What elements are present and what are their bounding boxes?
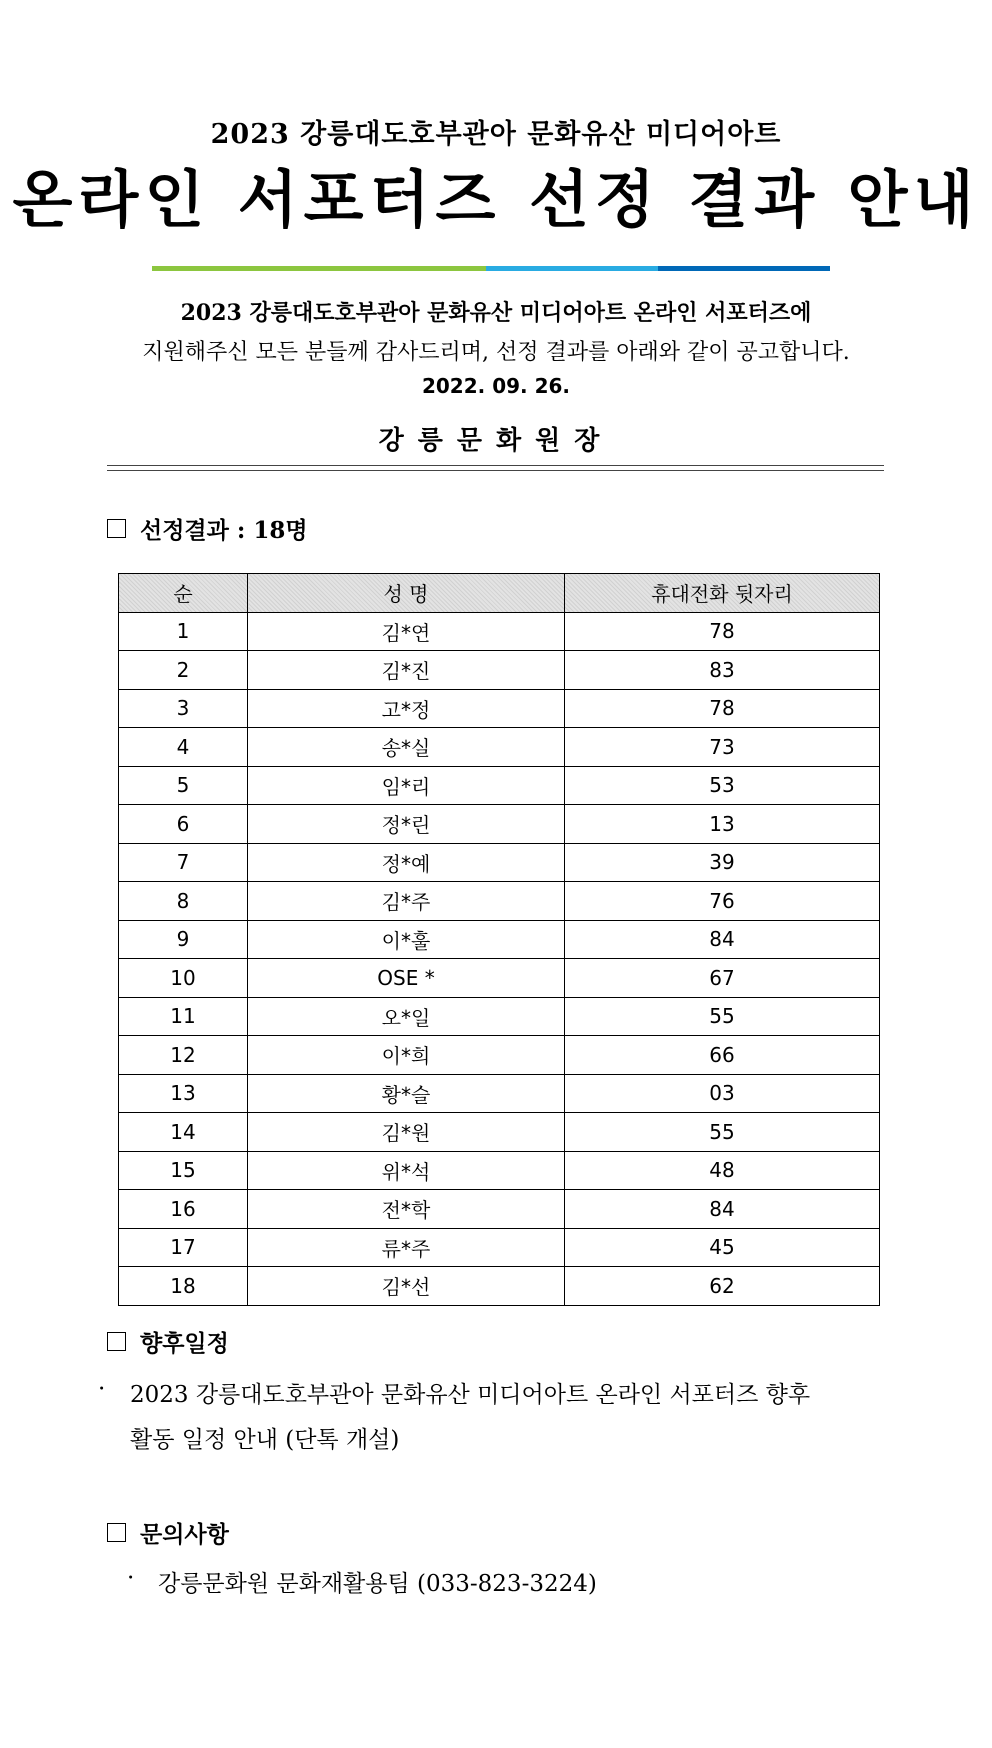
cell-name: 정*린 bbox=[248, 805, 565, 844]
schedule-heading bbox=[107, 1325, 229, 1358]
table-row bbox=[119, 1113, 880, 1152]
checkbox-square-icon bbox=[107, 1523, 126, 1542]
cell-number: 13 bbox=[119, 1074, 248, 1113]
results-heading-text: 선정결과 : 18명 bbox=[140, 517, 308, 544]
document-title: 온라인 서포터즈 선정 결과 안내 bbox=[12, 163, 980, 236]
table-row bbox=[119, 1190, 880, 1229]
cell-name: OSE * bbox=[248, 959, 565, 998]
cell-phone-digits: 45 bbox=[565, 1228, 880, 1267]
cell-name: 김*원 bbox=[248, 1113, 565, 1152]
schedule-line-1: 2023 강릉대도호부관아 문화유산 미디어아트 온라인 서포터즈 향후 bbox=[130, 1382, 811, 1408]
table-row bbox=[119, 1074, 880, 1113]
cell-name: 고*정 bbox=[248, 689, 565, 728]
schedule-line-2: 활동 일정 안내 (단톡 개설) bbox=[130, 1427, 400, 1453]
cell-number: 1 bbox=[119, 612, 248, 651]
cell-phone-digits: 84 bbox=[565, 1190, 880, 1229]
signature: 강릉문화원장 bbox=[378, 426, 614, 456]
accent-bar-green bbox=[152, 266, 486, 271]
intro-line-2: 지원해주신 모든 분들께 감사드리며, 선정 결과를 아래와 같이 공고합니다. bbox=[142, 340, 850, 365]
cell-name: 임*리 bbox=[248, 766, 565, 805]
table-row bbox=[119, 997, 880, 1036]
cell-number: 6 bbox=[119, 805, 248, 844]
table-row bbox=[119, 805, 880, 844]
cell-name: 이*희 bbox=[248, 1036, 565, 1075]
column-header-phone: 휴대전화 뒷자리 bbox=[565, 574, 880, 613]
table-row bbox=[119, 612, 880, 651]
cell-number: 5 bbox=[119, 766, 248, 805]
cell-number: 2 bbox=[119, 651, 248, 690]
cell-number: 17 bbox=[119, 1228, 248, 1267]
contact-bullet: · bbox=[127, 1565, 135, 1591]
cell-phone-digits: 78 bbox=[565, 612, 880, 651]
cell-number: 14 bbox=[119, 1113, 248, 1152]
cell-number: 11 bbox=[119, 997, 248, 1036]
cell-number: 3 bbox=[119, 689, 248, 728]
checkbox-square-icon bbox=[107, 519, 126, 538]
cell-number: 8 bbox=[119, 882, 248, 921]
document-subtitle: 2023 강릉대도호부관아 문화유산 미디어아트 bbox=[210, 119, 782, 150]
announcement-date: 2022. 09. 26. bbox=[421, 374, 571, 398]
divider-bottom bbox=[107, 470, 884, 471]
cell-phone-digits: 66 bbox=[565, 1036, 880, 1075]
cell-number: 4 bbox=[119, 728, 248, 767]
cell-phone-digits: 48 bbox=[565, 1151, 880, 1190]
table-row bbox=[119, 882, 880, 921]
table-row bbox=[119, 728, 880, 767]
cell-name: 정*예 bbox=[248, 843, 565, 882]
cell-number: 16 bbox=[119, 1190, 248, 1229]
cell-phone-digits: 03 bbox=[565, 1074, 880, 1113]
contact-heading-text: 문의사항 bbox=[140, 1521, 229, 1548]
cell-name: 전*학 bbox=[248, 1190, 565, 1229]
table-row bbox=[119, 959, 880, 998]
cell-name: 김*선 bbox=[248, 1267, 565, 1306]
table-row bbox=[119, 1036, 880, 1075]
cell-phone-digits: 78 bbox=[565, 689, 880, 728]
table-row bbox=[119, 766, 880, 805]
accent-bar-lightblue bbox=[486, 266, 658, 271]
cell-phone-digits: 83 bbox=[565, 651, 880, 690]
cell-name: 김*진 bbox=[248, 651, 565, 690]
cell-number: 15 bbox=[119, 1151, 248, 1190]
table-header-row bbox=[119, 574, 880, 613]
table-row bbox=[119, 843, 880, 882]
cell-phone-digits: 62 bbox=[565, 1267, 880, 1306]
cell-name: 오*일 bbox=[248, 997, 565, 1036]
table-row bbox=[119, 1228, 880, 1267]
cell-name: 황*슬 bbox=[248, 1074, 565, 1113]
table-row bbox=[119, 689, 880, 728]
cell-name: 송*실 bbox=[248, 728, 565, 767]
cell-phone-digits: 67 bbox=[565, 959, 880, 998]
cell-phone-digits: 53 bbox=[565, 766, 880, 805]
accent-bar-blue bbox=[658, 266, 830, 271]
contact-line: 강릉문화원 문화재활용팀 (033-823-3224) bbox=[158, 1571, 597, 1597]
results-heading bbox=[107, 512, 308, 545]
checkbox-square-icon bbox=[107, 1332, 126, 1351]
cell-phone-digits: 76 bbox=[565, 882, 880, 921]
contact-heading bbox=[107, 1516, 229, 1549]
intro-line-1: 2023 강릉대도호부관아 문화유산 미디어아트 온라인 서포터즈에 bbox=[180, 300, 812, 326]
column-header-number: 순 bbox=[119, 574, 248, 613]
cell-number: 9 bbox=[119, 920, 248, 959]
cell-phone-digits: 73 bbox=[565, 728, 880, 767]
schedule-bullet: · bbox=[98, 1376, 106, 1402]
table-row bbox=[119, 1151, 880, 1190]
divider-top bbox=[107, 465, 884, 466]
schedule-heading-text: 향후일정 bbox=[140, 1330, 229, 1357]
results-table-body bbox=[119, 612, 880, 1305]
cell-name: 류*주 bbox=[248, 1228, 565, 1267]
cell-phone-digits: 84 bbox=[565, 920, 880, 959]
cell-name: 위*석 bbox=[248, 1151, 565, 1190]
cell-name: 이*훌 bbox=[248, 920, 565, 959]
cell-name: 김*연 bbox=[248, 612, 565, 651]
cell-phone-digits: 13 bbox=[565, 805, 880, 844]
table-row bbox=[119, 1267, 880, 1306]
cell-number: 12 bbox=[119, 1036, 248, 1075]
table-row bbox=[119, 920, 880, 959]
cell-phone-digits: 55 bbox=[565, 997, 880, 1036]
table-row bbox=[119, 651, 880, 690]
cell-number: 10 bbox=[119, 959, 248, 998]
cell-phone-digits: 55 bbox=[565, 1113, 880, 1152]
column-header-name: 성 명 bbox=[248, 574, 565, 613]
cell-number: 7 bbox=[119, 843, 248, 882]
cell-phone-digits: 39 bbox=[565, 843, 880, 882]
results-table bbox=[118, 573, 880, 1306]
cell-name: 김*주 bbox=[248, 882, 565, 921]
cell-number: 18 bbox=[119, 1267, 248, 1306]
